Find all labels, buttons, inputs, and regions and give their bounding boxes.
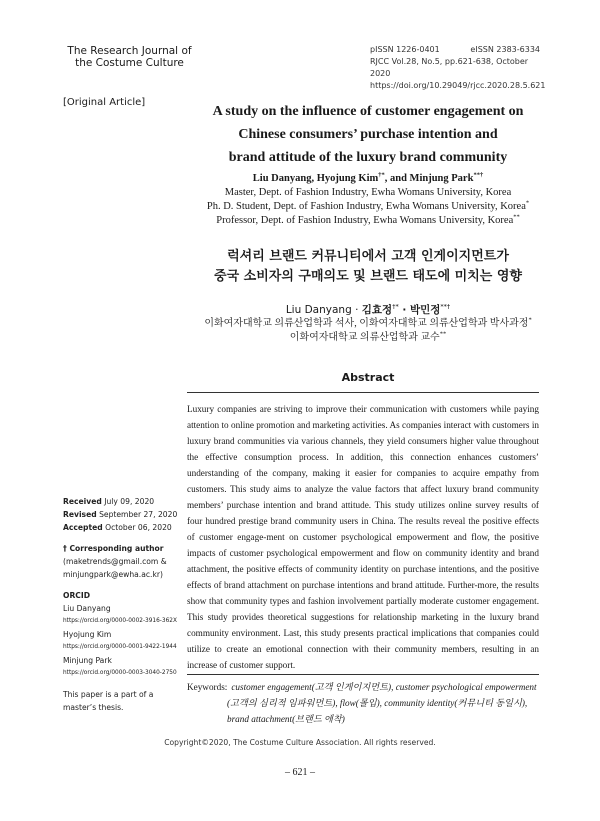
- keywords-line3: brand attachment(브랜드 애착): [227, 714, 345, 724]
- title-line3: brand attitude of the luxury brand community: [228, 150, 508, 165]
- issn-block: [370, 44, 546, 92]
- corresponding-author-label: † Corresponding author: [63, 544, 164, 553]
- korean-affiliation-2: [175, 331, 561, 345]
- sidebar-gap: [63, 534, 183, 542]
- corresponding-email-1[interactable]: (maketrends@gmail.com &: [63, 557, 167, 566]
- korean-author-a: Liu Danyang ·: [285, 304, 362, 316]
- citation: RJCC Vol.28, No.5, pp.621-638, October 2020: [370, 57, 529, 78]
- author-sup2: **†: [473, 171, 484, 179]
- journal-name: [62, 45, 197, 69]
- keywords-label: Keywords:: [187, 682, 228, 692]
- thesis-note-2: master’s thesis.: [63, 703, 124, 712]
- article-type: [Original Article]: [63, 97, 146, 108]
- author-names: [175, 172, 561, 186]
- accepted-label: Accepted: [63, 523, 103, 532]
- affiliation-1: Master, Dept. of Fashion Industry, Ewha Womans University, Korea: [224, 187, 512, 198]
- accepted-date: [63, 521, 183, 534]
- korean-affiliation-1-text: 이화여자대학교 의류산업학과 석사, 이화여자대학교 의류산업학과 박사과정: [204, 318, 529, 329]
- orcid-name-1: Liu Danyang: [63, 604, 111, 613]
- korean-affiliation-1-sup: *: [528, 316, 532, 324]
- revised-value: September 27, 2020: [99, 510, 178, 519]
- affiliation-3-text: Professor, Dept. of Fashion Industry, Ewha Womans University, Korea: [216, 215, 514, 226]
- corresponding-email-2[interactable]: minjungpark@ewha.ac.kr): [63, 570, 163, 579]
- korean-affiliation-2-text: 이화여자대학교 의류산업학과 교수: [289, 332, 440, 343]
- korean-affiliation-2-sup: **: [439, 330, 447, 338]
- orcid-name-3: Minjung Park: [63, 656, 112, 665]
- orcid-name-2: Hyojung Kim: [63, 630, 112, 639]
- korean-author-block: [175, 303, 561, 345]
- author-names-part2: , and Minjung Park: [384, 173, 474, 184]
- revised-date: [63, 508, 183, 521]
- abstract-bottom-rule: [187, 674, 539, 675]
- journal-name-line1: The Research Journal of: [67, 45, 192, 57]
- title-line2: Chinese consumers’ purchase intention and: [238, 127, 498, 142]
- orcid-label: ORCID: [63, 591, 91, 600]
- doi-link[interactable]: https://doi.org/10.29049/rjcc.2020.28.5.621: [370, 81, 546, 90]
- author-block: [175, 172, 561, 228]
- page-number: – 621 –: [285, 767, 315, 778]
- article-info-sidebar: [63, 495, 183, 714]
- accepted-value: October 06, 2020: [105, 523, 172, 532]
- korean-author-b-sup: †*: [392, 302, 399, 311]
- sidebar-gap: [63, 581, 183, 589]
- orcid-link-2[interactable]: https://orcid.org/0000-0001-9422-1944: [63, 644, 177, 650]
- received-value: July 09, 2020: [104, 497, 155, 506]
- copyright: Copyright©2020, The Costume Culture Association. All rights reserved.: [164, 738, 436, 747]
- orcid-link-3[interactable]: https://orcid.org/0000-0003-3040-2750: [63, 670, 177, 676]
- keywords: [187, 679, 539, 727]
- affiliation-2-sup: *: [525, 199, 530, 207]
- korean-title-line1: 럭셔리 브랜드 커뮤니티에서 고객 인게이지먼트가: [227, 249, 509, 264]
- title-line1: A study on the influence of customer engagement on: [212, 104, 524, 119]
- korean-affiliation-1: [175, 317, 561, 331]
- received-label: Received: [63, 497, 102, 506]
- korean-author-c: · 박민정: [398, 304, 441, 316]
- abstract-top-rule: [187, 392, 539, 393]
- affiliation-2-text: Ph. D. Student, Dept. of Fashion Industry, Ewha Womans University, Korea: [206, 201, 526, 212]
- korean-author-b: 김효정: [361, 304, 393, 316]
- keywords-line1: customer engagement(고객 인게이지먼트), customer psychological empowerment: [231, 682, 537, 692]
- thesis-note-1: This paper is a part of a: [63, 690, 154, 699]
- received-date: [63, 495, 183, 508]
- eissn: eISSN 2383-6334: [470, 45, 540, 54]
- sidebar-gap: [63, 680, 183, 688]
- abstract-body: Luxury companies are striving to improve their communication with customers while paying attention to online promotion and marketing activities. As companies interact with customers in luxury brand communities via various channels, they yield consumers higher value throughout the effective consumption process. In addition, this connection enhances customers’ understanding of the company, making it easier for companies to acquire empathy from customers. This study aims to analyze the value factors that affect luxury brand community members’ purchase intention and brand attitude. This study utilizes online survey results of four hundred prestige brand community users in China. The results reveal the positive effects of customer engage-ment on customer psychological empowerment and flow, the positive impacts of customer psychological empowerment and flow on community identity and brand attachment, the positive effects of community identity on purchase intentions, and the positive effects of brand attachment on purchase intentions and brand attitude. Further-more, the results show that community types and fashion involvement partially moderate customer engagement. This study provides theoretical suggestions for relationship marketing in the luxury brand community environment. Last, this study presents practical implications that companies could utilize to create an emotional connection with their community members, resulting in an increase of customer support.: [187, 404, 539, 670]
- affiliation-2: [175, 200, 561, 214]
- korean-title-line2: 중국 소비자의 구매의도 및 브랜드 태도에 미치는 영향: [214, 269, 522, 284]
- keywords-line2: (고객의 심리적 임파워먼트), flow(몰입), community identity(커뮤니티 동일시),: [227, 698, 528, 708]
- author-names-part1: Liu Danyang, Hyojung Kim: [252, 173, 379, 184]
- korean-author-names: [175, 303, 561, 317]
- orcid-link-1[interactable]: https://orcid.org/0000-0002-3916-362X: [63, 618, 177, 624]
- pissn: pISSN 1226-0401: [370, 45, 440, 54]
- revised-label: Revised: [63, 510, 97, 519]
- affiliation-3-sup: **: [513, 213, 520, 221]
- korean-title: [175, 247, 561, 287]
- korean-author-c-sup: **†: [440, 302, 451, 311]
- article-title: [195, 100, 541, 169]
- journal-name-line2: the Costume Culture: [75, 57, 184, 69]
- affiliation-3: [175, 214, 561, 228]
- abstract-heading: Abstract: [341, 371, 395, 384]
- author-sup1: †*: [378, 171, 385, 179]
